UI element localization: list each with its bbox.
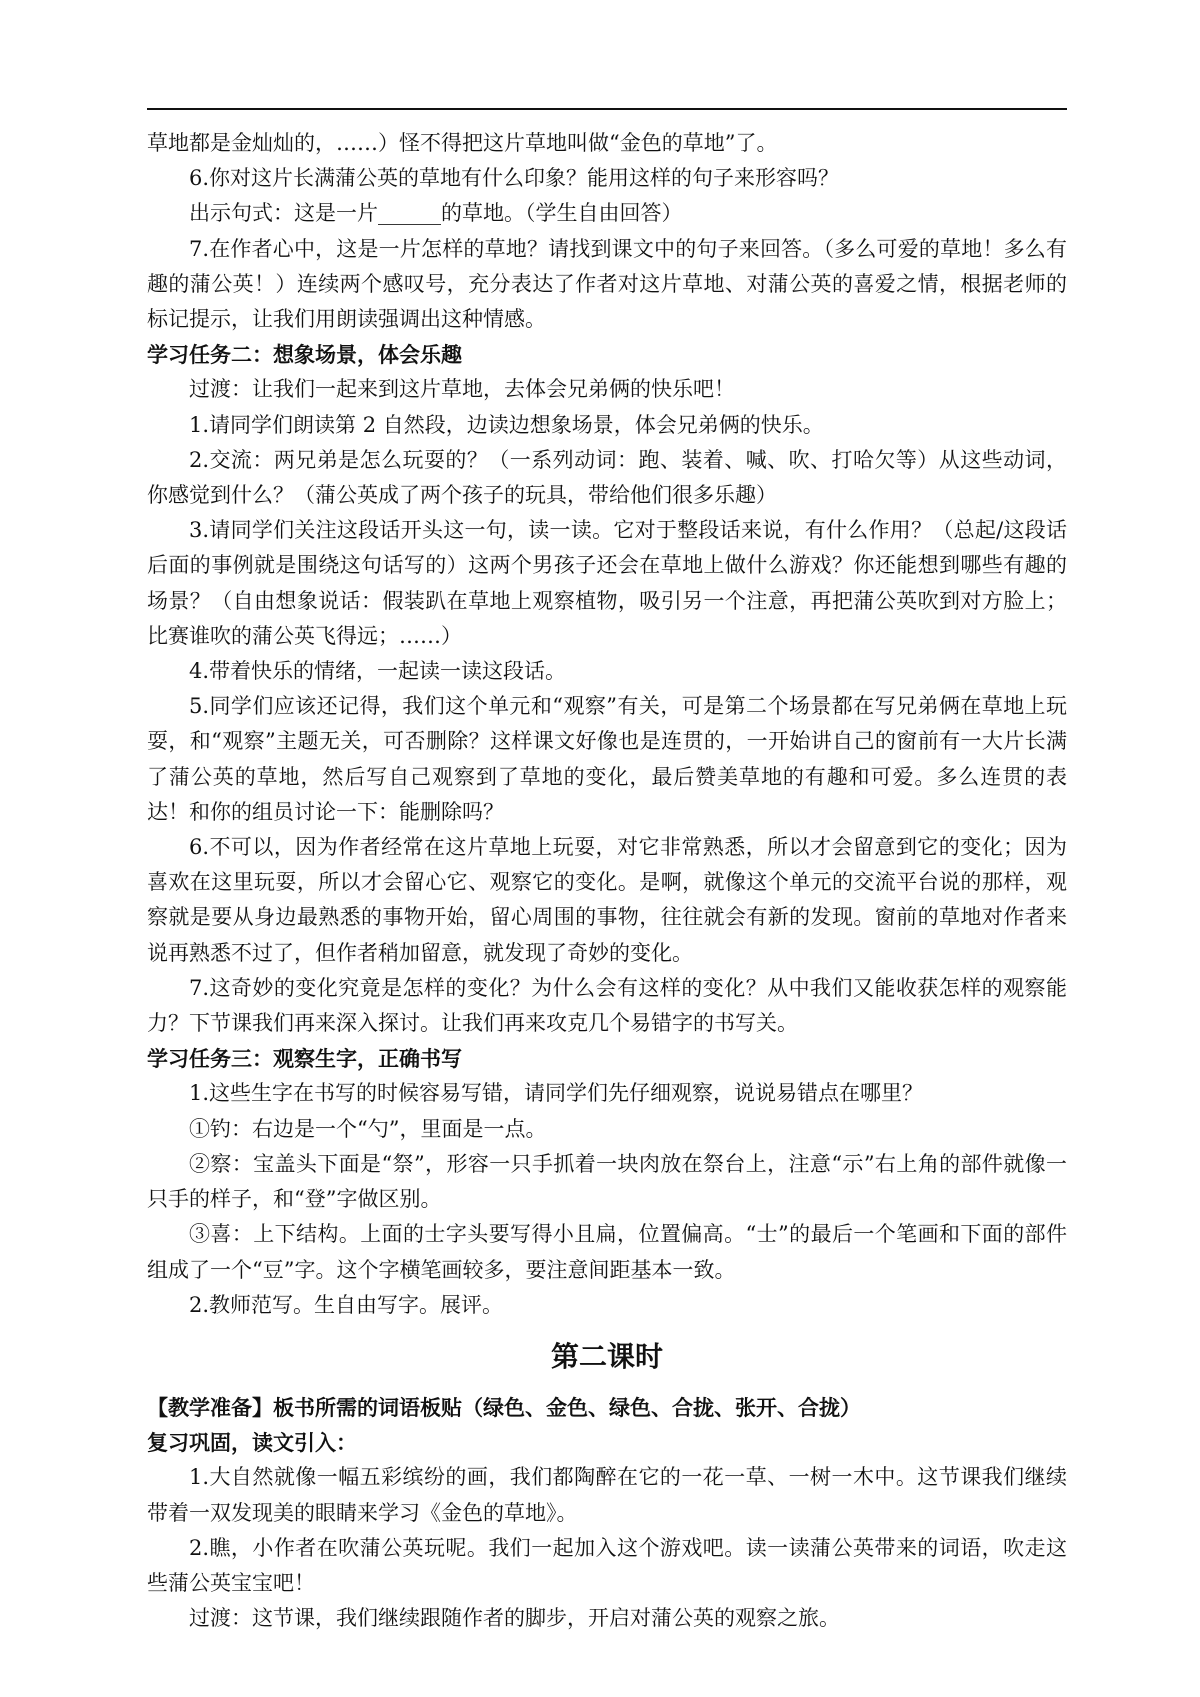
paragraph: 1.请同学们朗读第 2 自然段，边读边想象场景，体会兄弟俩的快乐。 <box>189 412 824 437</box>
paragraph: 草地都是金灿灿的，……）怪不得把这片草地叫做“金色的草地”了。 <box>147 131 778 155</box>
paragraph: 2.教师范写。生自由写字。展评。 <box>189 1292 504 1317</box>
paragraph: 4.带着快乐的情绪，一起读一读这段话。 <box>189 659 567 684</box>
paragraph: 5.同学们应该还记得，我们这个单元和“观察”有关，可是第二个场景都在写兄弟俩在草地上玩耍，和“观察”主题无关，可否删除？这样课文好像也是连贯的，一开始讲自己的窗前有一大片长满了蒲公英的草地，然后写自己观察到了草地的变化，最后赞美草地的有趣和可爱。多么连贯的表达！和你的组员讨论一下：能删除吗？ <box>147 694 1067 824</box>
paragraph: 过渡：这节课，我们继续跟随作者的脚步，开启对蒲公英的观察之旅。 <box>189 1606 840 1631</box>
lesson-part-two <box>147 1425 1067 1636</box>
section-heading: 学习任务三：观察生字，正确书写 <box>147 1046 462 1072</box>
paragraph: 2.瞧，小作者在吹蒲公英玩呢。我们一起加入这个游戏吧。读一读蒲公英带来的词语，吹走这些蒲公英宝宝吧！ <box>147 1535 1067 1595</box>
section-heading: 复习巩固，读文引入： <box>147 1430 357 1456</box>
lesson-part-one <box>147 126 1067 1323</box>
paragraph: 7.在作者心中，这是一片怎样的草地？请找到课文中的句子来回答。（多么可爱的草地！多么有趣的蒲公英！）连续两个感叹号，充分表达了作者对这片草地、对蒲公英的喜爱之情，根据老师的标记提示，让我们用朗读强调出这种情感。 <box>147 236 1067 332</box>
teaching-prep-text: 板书所需的词语板贴（绿色、金色、绿色、合拢、张开、合拢） <box>273 1394 861 1420</box>
section-heading: 学习任务二：想象场景，体会乐趣 <box>147 342 462 368</box>
paragraph: ①钓：右边是一个“勺”，里面是一点。 <box>189 1116 547 1141</box>
header-rule <box>147 108 1067 110</box>
paragraph: 过渡：让我们一起来到这片草地，去体会兄弟俩的快乐吧！ <box>189 377 735 402</box>
paragraph: 1.大自然就像一幅五彩缤纷的画，我们都陶醉在它的一花一草、一树一木中。这节课我们继续带着一双发现美的眼睛来学习《金色的草地》。 <box>147 1465 1067 1525</box>
paragraph: 1.这些生字在书写的时候容易写错，请同学们先仔细观察，说说易错点在哪里？ <box>189 1081 924 1106</box>
paragraph: 6.不可以，因为作者经常在这片草地上玩耍，对它非常熟悉，所以才会留意到它的变化；因为喜欢在这里玩耍，所以才会留心它、观察它的变化。是啊，就像这个单元的交流平台说的那样，观察就是要从身边最熟悉的事物开始，留心周围的事物，往往就会有新的发现。窗前的草地对作者来说再熟悉不过了，但作者稍加留意，就发现了奇妙的变化。 <box>147 835 1067 965</box>
paragraph: 3.请同学们关注这段话开头这一句，读一读。它对于整段话来说，有什么作用？（总起/这段话后面的事例就是围绕这句话写的）这两个男孩子还会在草地上做什么游戏？你还能想到哪些有趣的场景？（自由想象说话：假装趴在草地上观察植物，吸引另一个注意，再把蒲公英吹到对方脸上；比赛谁吹的蒲公英飞得远；……） <box>147 518 1067 648</box>
document-body <box>147 126 1067 1636</box>
paragraph: 2.交流：两兄弟是怎么玩耍的？（一系列动词：跑、装着、喊、吹、打哈欠等）从这些动词，你感觉到什么？（蒲公英成了两个孩子的玩具，带给他们很多乐趣） <box>147 447 1067 508</box>
paragraph: 7.这奇妙的变化究竟是怎样的变化？为什么会有这样的变化？从中我们又能收获怎样的观察能力？下节课我们再来深入探讨。让我们再来攻克几个易错字的书写关。 <box>147 975 1067 1036</box>
section-title: 第二课时 <box>550 1339 663 1373</box>
teaching-prep-label: 【教学准备】 <box>147 1394 273 1420</box>
paragraph: 6.你对这片长满蒲公英的草地有什么印象？能用这样的句子来形容吗？ <box>189 166 840 191</box>
paragraph: 出示句式：这是一片______的草地。（学生自由回答） <box>189 201 683 226</box>
paragraph: ③喜：上下结构。上面的士字头要写得小且扁，位置偏高。“士”的最后一个笔画和下面的部件组成了一个“豆”字。这个字横笔画较多，要注意间距基本一致。 <box>147 1222 1067 1282</box>
teaching-prep <box>147 1390 1067 1425</box>
paragraph: ②察：宝盖头下面是“祭”，形容一只手抓着一块肉放在祭台上，注意“示”右上角的部件就像一只手的样子，和“登”字做区别。 <box>147 1151 1067 1212</box>
